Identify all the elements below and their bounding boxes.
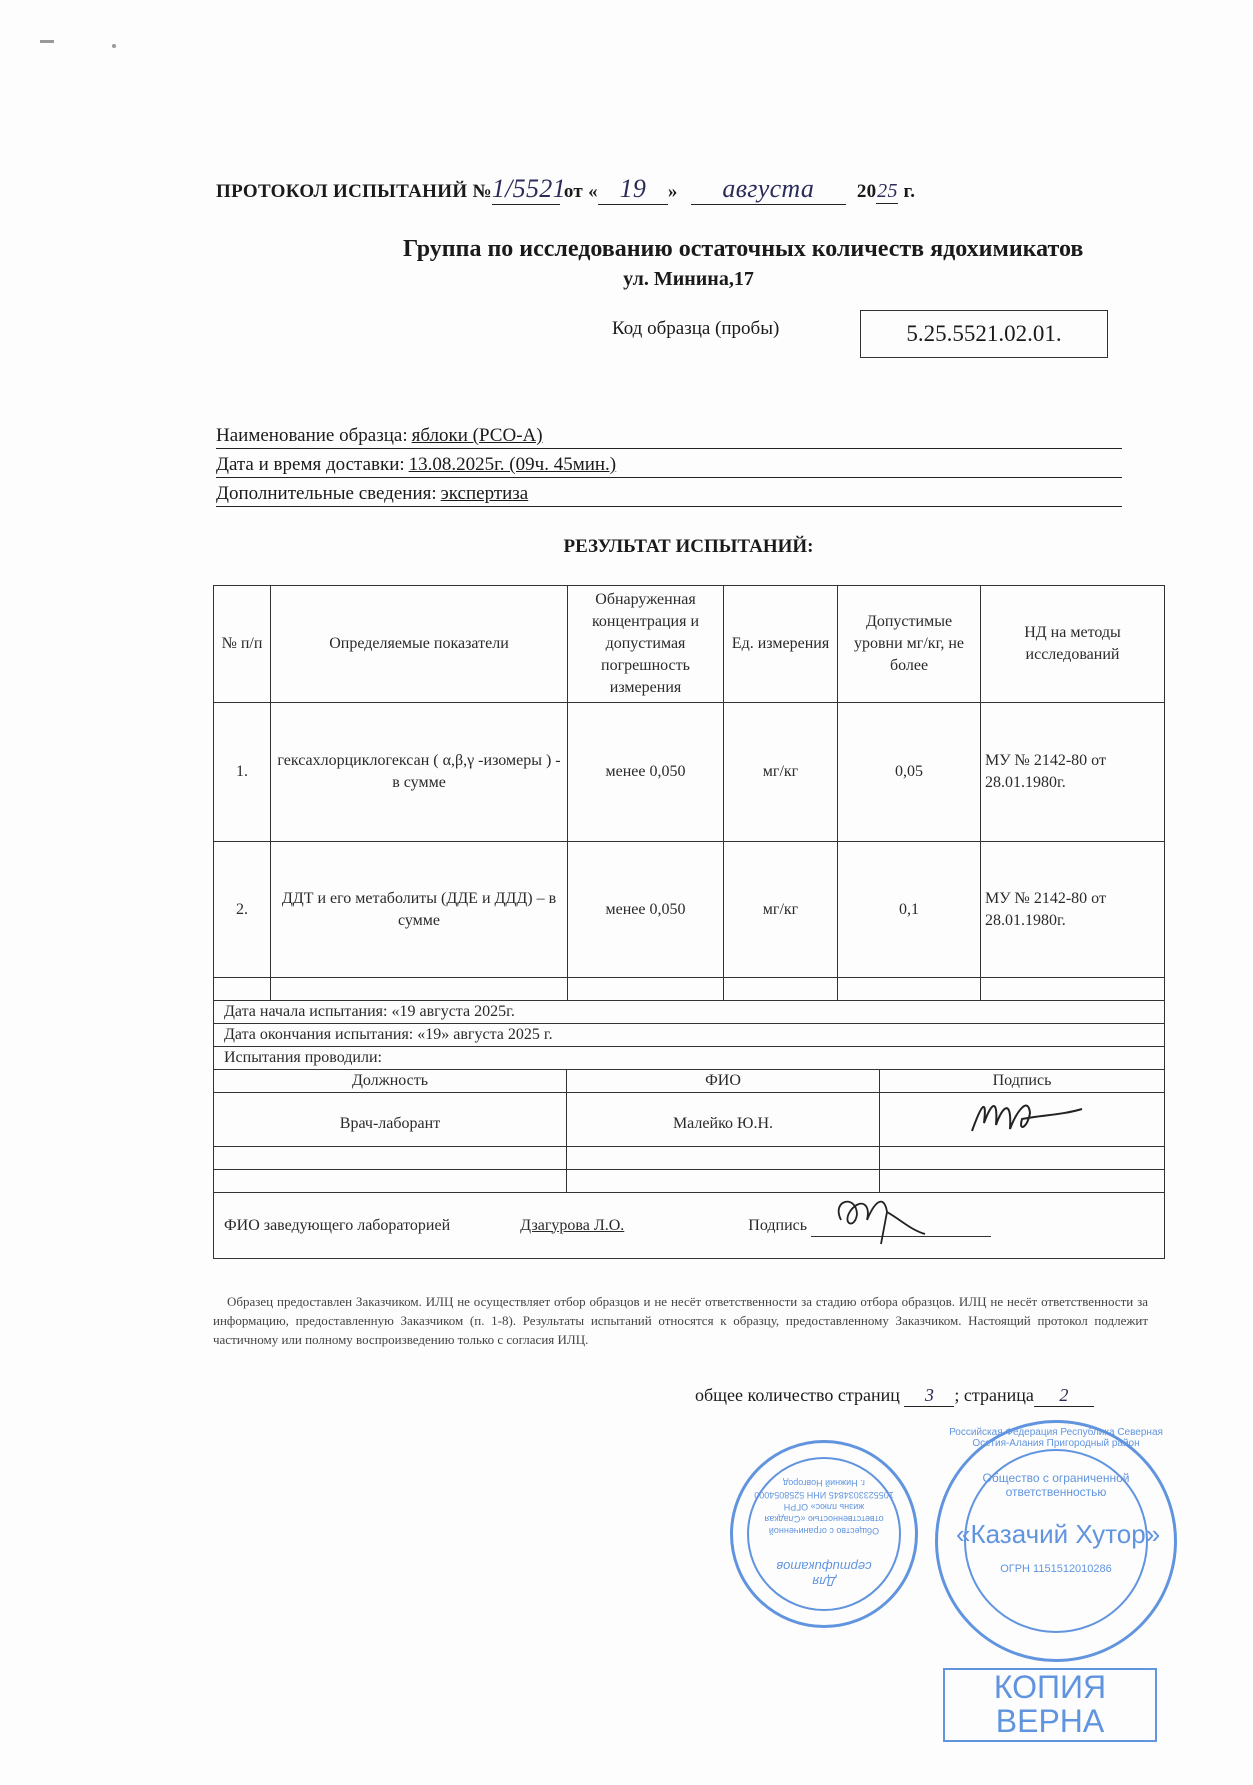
cell-method: МУ № 2142-80 от 28.01.1980г. [981,703,1165,842]
cell-number: 2. [214,842,271,978]
field-label: Дата и время доставки: [216,454,405,475]
cell-unit: мг/кг [724,703,838,842]
results-title: РЕЗУЛЬТАТ ИСПЫТАНИЙ: [563,536,814,557]
staff-name: Малейко Ю.Н. [567,1093,880,1147]
round-stamp-right [935,1420,1177,1662]
disclaimer: Образец предоставлен Заказчиком. ИЛЦ не осуществляет отбор образцов и не несёт ответственности за стадию отбора образцов. ИЛЦ не несёт ответственности за информацию, предоставленную Заказчиком (п. 1-8). Результаты испытаний относятся к образцу, предоставленному Заказчиком. Настоящий протокол подлежит частичному или полному воспроизведению только с согласия ИЛЦ. [213,1294,1148,1347]
head-name: Дзагурова Л.О. [520,1216,625,1234]
year-end: г. [903,181,916,202]
stamp-right-outer: Российская Федерация Республика Северная Осетия-Алания Пригородный район [949,1427,1163,1449]
header-method: НД на методы исследований [981,586,1165,703]
test-info-table [213,1000,1165,1259]
sample-code-value: 5.25.5521.02.01. [860,310,1108,358]
field-value: 13.08.2025г. (09ч. 45мин.) [408,454,617,475]
cell-concentration: менее 0,050 [568,842,724,978]
stamp-right-ogrn: ОГРН 1151512010286 [1000,1563,1112,1575]
year-prefix: 20 [856,181,877,202]
col-signature: Подпись [880,1070,1165,1093]
staff-signature [880,1093,1165,1147]
copy-line2: ВЕРНА [995,1703,1105,1739]
organization [213,234,1164,294]
staff-position: Врач-лаборант [214,1093,567,1147]
year-suffix: 25 [877,180,898,202]
cell-indicator: ДДТ и его метаболиты (ДДЕ и ДДД) – в сумме [271,842,568,978]
field-additional-info [216,482,1122,507]
page-label: ; страница [954,1385,1034,1405]
scan-mark [112,44,116,48]
sample-code-label: Код образца (пробы) [612,318,780,339]
cell-indicator: гексахлорциклогексан ( α,β,γ -изомеры ) - в сумме [271,703,568,842]
title-prefix: ПРОТОКОЛ ИСПЫТАНИЙ № [216,181,492,202]
head-signature [811,1218,991,1237]
header-indicator: Определяемые показатели [271,586,568,703]
cell-method: МУ № 2142-80 от 28.01.1980г. [981,842,1165,978]
title-from: от « [563,181,598,202]
pages-total: 3 [904,1385,954,1407]
head-signature-label: Подпись [748,1216,808,1234]
table-empty-row [214,978,1165,1001]
protocol-month: августа [691,174,846,205]
header-limit: Допустимые уровни мг/кг, не более [838,586,981,703]
cell-limit: 0,05 [838,703,981,842]
protocol-day: 19 [598,174,668,205]
stamp-right-name: «Казачий Хутор» [956,1519,1161,1549]
field-delivery-date [216,453,1122,478]
header-unit: Ед. измерения [724,586,838,703]
stamp-right-inner: Общество с ограниченной ответственностью [982,1471,1130,1499]
protocol-title [216,174,915,205]
start-date: Дата начала испытания: «19 августа 2025г. [214,1001,1165,1024]
cell-limit: 0,1 [838,842,981,978]
field-label: Наименование образца: [216,425,408,446]
signature-icon [932,1093,1112,1139]
round-stamp-left [730,1440,918,1628]
cell-concentration: менее 0,050 [568,703,724,842]
org-address: ул. Минина,17 [623,268,754,290]
scan-mark [40,40,54,43]
header-concentration: Обнаруженная концентрация и допустимая погрешность измерения [568,586,724,703]
pages-total-label: общее количество страниц [695,1385,900,1405]
cell-unit: мг/кг [724,842,838,978]
conducted-by-label: Испытания проводили: [214,1047,1165,1070]
field-label: Дополнительные сведения: [216,483,437,504]
page-count [695,1385,1094,1407]
results-table [213,585,1165,1001]
field-value: экспертиза [440,483,529,504]
signature-icon [821,1190,941,1246]
title-quote: » [667,181,678,202]
head-of-lab-row [214,1193,1165,1259]
protocol-number: 1/5521 [491,174,566,203]
header-number: № п/п [214,586,271,703]
table-header-row [214,586,1165,703]
head-label: ФИО заведующего лабораторией [224,1216,451,1234]
copy-verified-stamp [943,1668,1157,1742]
col-name: ФИО [567,1070,880,1093]
stamp-left-text: Общество с ограниченной ответственностью «Сладкая жизнь плюс» ОГРН 1055233034845 ИНН 5258054000 г. Нижний Новгород [754,1478,894,1536]
cell-number: 1. [214,703,271,842]
end-date: Дата окончания испытания: «19» августа 2025 г. [214,1024,1165,1047]
field-value: яблоки (РСО-А) [411,425,543,446]
org-name: Группа по исследованию остаточных количеств ядохимикатов [403,236,1084,262]
copy-line1: КОПИЯ [993,1669,1107,1705]
page-number: 2 [1034,1385,1094,1407]
field-sample-name [216,424,1122,449]
table-row [214,703,1165,842]
table-row [214,842,1165,978]
stamp-left-center: Для сертификатов [776,1559,872,1589]
col-position: Должность [214,1070,567,1093]
